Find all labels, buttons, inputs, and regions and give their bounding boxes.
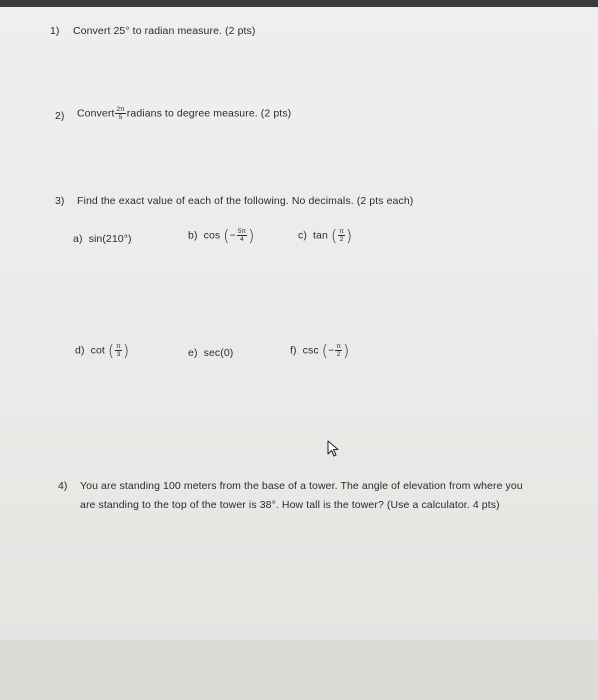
q3f: f) csc (− $\frac{\pi}{2}$ ) [290,341,350,360]
top-edge [0,0,598,7]
q3a: a) sin(210°) [73,233,132,245]
q2-fraction: $\frac{2\pi}{5}$ [116,106,125,121]
q3c: c) tan ( $\frac{\pi}{2}$ ) [298,226,353,245]
mouse-pointer-icon [327,440,341,458]
q2-pre: Convert [77,107,115,120]
q3-text: Find the exact value of each of the following. No decimals. (2 pts each) [77,195,414,207]
q3-number: 3) [55,195,65,207]
q2-post: radians to degree measure. (2 pts) [126,107,292,120]
page-bottom-area [0,640,598,700]
q1-number: 1) [50,25,60,37]
q4-number: 4) [58,480,68,492]
q1-text: Convert 25° to radian measure. (2 pts) [73,25,256,37]
q4-line1: You are standing 100 meters from the base of a tower. The angle of elevation from where you [80,480,523,492]
q4-line2: are standing to the top of the tower is 38°. How tall is the tower? (Use a calculator. 4 pts) [80,499,500,511]
q3b: b) cos (− $\frac{5\pi}{4}$ ) [188,226,255,245]
q3d: d) cot ( $\frac{\pi}{3}$ ) [75,341,130,360]
q3e: e) sec(0) [188,347,234,359]
q2-text [77,106,291,121]
q2-number: 2) [55,110,65,122]
